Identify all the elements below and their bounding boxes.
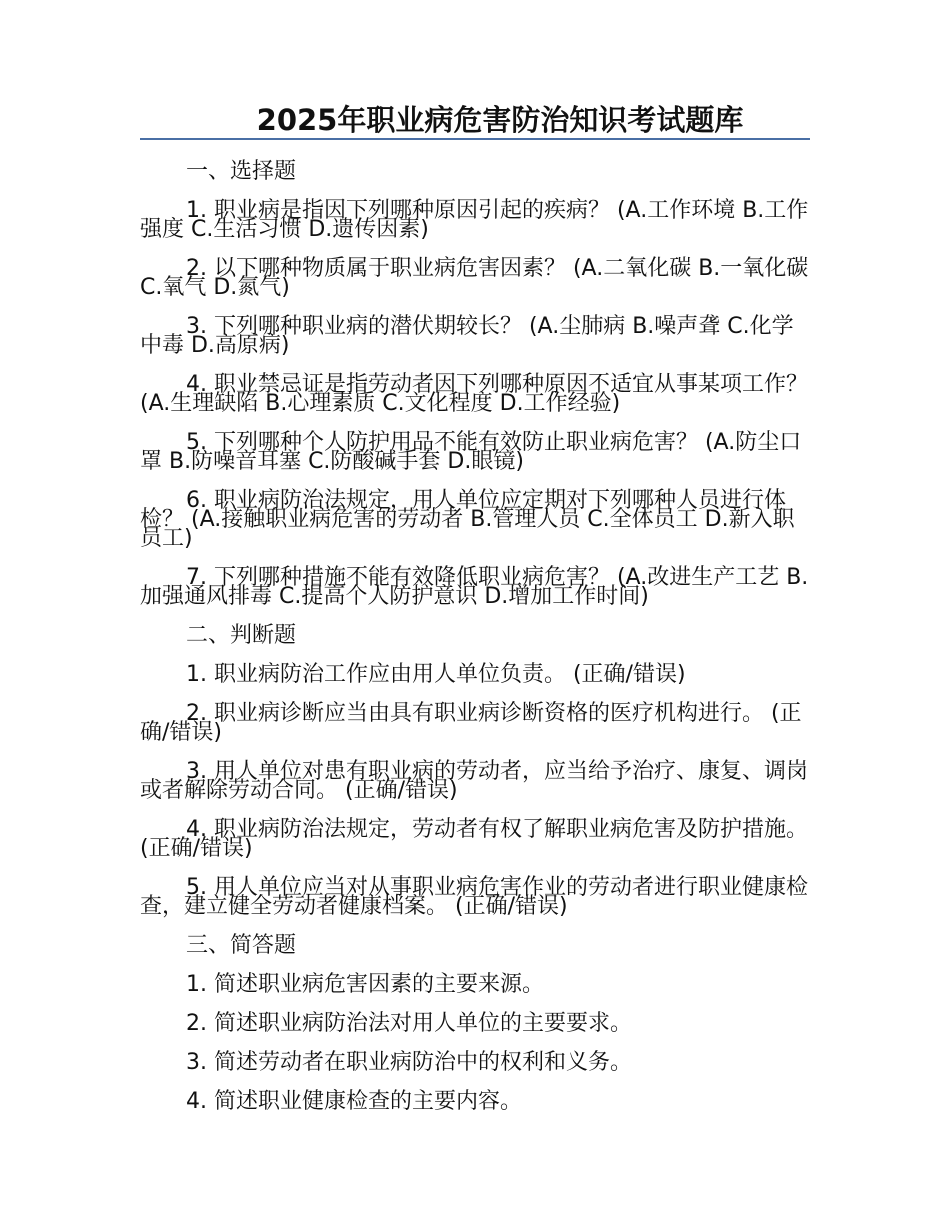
question-item: 3. 简述劳动者在职业病防治中的权利和义务。	[186, 1050, 632, 1075]
question-item: 4. 简述职业健康检查的主要内容。	[186, 1089, 522, 1114]
question-item: 2. 以下哪种物质属于职业病危害因素？ (A.二氧化碳 B.一氧化碳 C.氧气 D.氮气)	[140, 256, 809, 300]
section-heading-truefalse: 二、判断题	[186, 623, 297, 648]
question-item: 2. 职业病诊断应当由具有职业病诊断资格的医疗机构进行。 (正确/错误)	[140, 701, 802, 745]
document-title: 2025年职业病危害防治知识考试题库	[256, 103, 744, 137]
question-item: 4. 职业禁忌证是指劳动者因下列哪种原因不适宜从事某项工作？ (A.生理缺陷 B.心理素质 C.文化程度 D.工作经验)	[140, 372, 808, 416]
question-item: 6. 职业病防治法规定，用人单位应定期对下列哪种人员进行体检？ (A.接触职业病危害的劳动者 B.管理人员 C.全体员工 D.新入职员工)	[140, 488, 795, 551]
question-item: 1. 职业病防治工作应由用人单位负责。 (正确/错误)	[186, 662, 686, 687]
question-item: 2. 简述职业病防治法对用人单位的主要要求。	[186, 1011, 632, 1036]
question-item: 4. 职业病防治法规定，劳动者有权了解职业病危害及防护措施。 (正确/错误)	[140, 817, 808, 861]
question-item: 1. 职业病是指因下列哪种原因引起的疾病？ (A.工作环境 B.工作强度 C.生活习惯 D.遗传因素)	[140, 198, 809, 242]
section-heading-short-answer: 三、简答题	[186, 933, 297, 958]
section-heading-choice: 一、选择题	[186, 159, 297, 184]
question-item: 7. 下列哪种措施不能有效降低职业病危害？ (A.改进生产工艺 B.加强通风排毒 C.提高个人防护意识 D.增加工作时间)	[140, 565, 809, 609]
question-item: 3. 用人单位对患有职业病的劳动者，应当给予治疗、康复、调岗或者解除劳动合同。 (正确/错误)	[140, 759, 808, 803]
question-item: 3. 下列哪种职业病的潜伏期较长？ (A.尘肺病 B.噪声聋 C.化学中毒 D.高原病)	[140, 314, 794, 358]
question-item: 5. 下列哪种个人防护用品不能有效防止职业病危害？ (A.防尘口罩 B.防噪音耳塞 C.防酸碱手套 D.眼镜)	[140, 430, 802, 474]
question-item: 1. 简述职业病危害因素的主要来源。	[186, 972, 544, 997]
question-item: 5. 用人单位应当对从事职业病危害作业的劳动者进行职业健康检查，建立健全劳动者健康档案。 (正确/错误)	[140, 875, 808, 919]
document-body	[140, 152, 810, 1114]
title-underline	[140, 138, 810, 140]
